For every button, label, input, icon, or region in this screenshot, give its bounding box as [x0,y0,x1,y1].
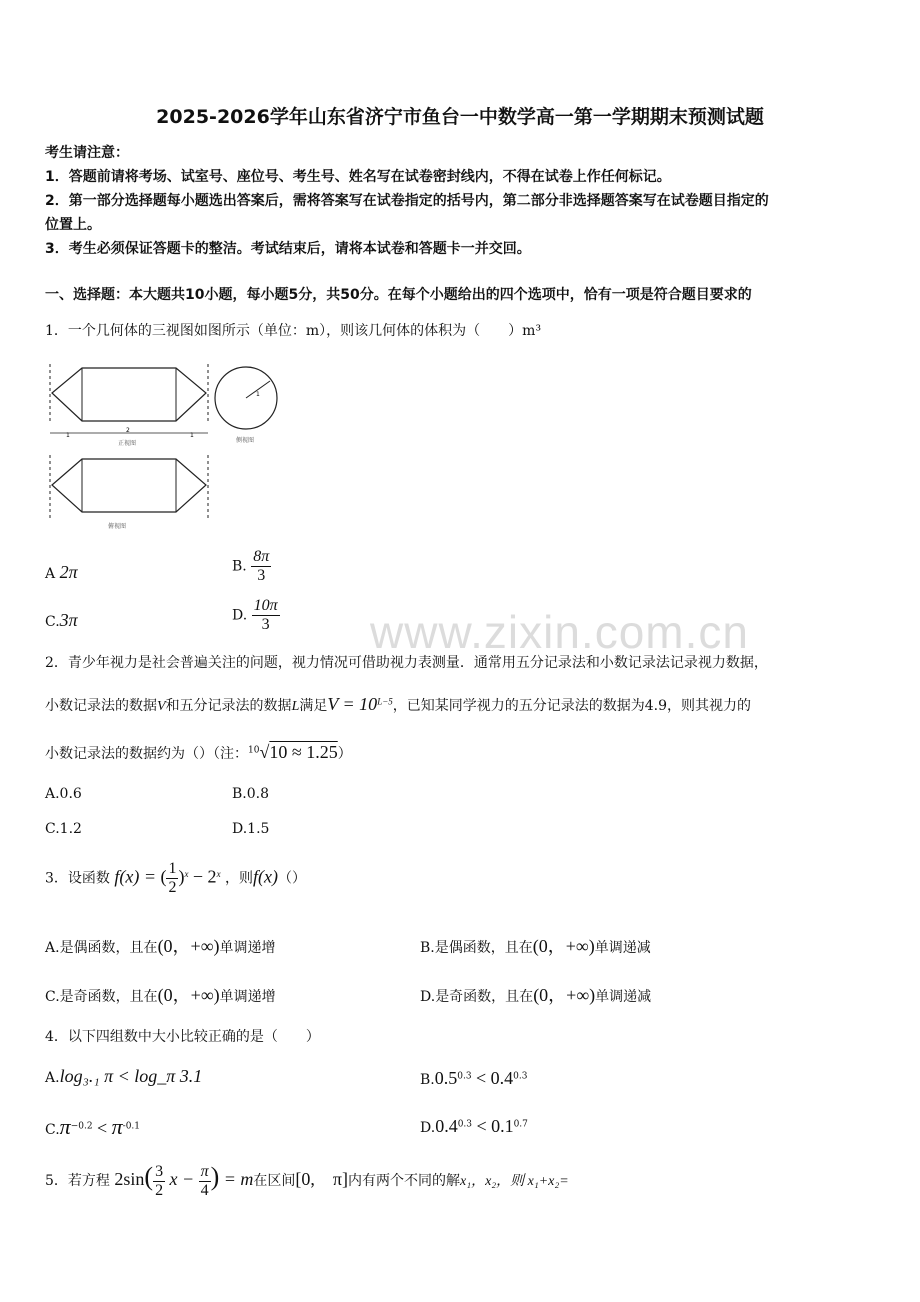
notice-item: 3．考生必须保证答题卡的整洁。考试结束后，请将本试卷和答题卡一并交回。 [45,241,531,257]
q2-option-a[interactable]: A.0.6 [45,786,82,802]
three-view-figure [40,362,290,532]
q2-option-b[interactable]: B.0.8 [232,786,270,802]
radius-label: 1 [256,391,260,398]
notice-item: 位置上。 [45,217,101,233]
q4-option-d[interactable]: $D.0.4^{0.3} < 0.1^{0.7}$ [420,1116,528,1136]
page-title: 2025-2026学年山东省济宁市鱼台一中数学高一第一学期期末预测试题 [156,106,764,128]
q4-option-c[interactable]: $C.\pi^{-0.2} < \pi^{-0.1}$ [45,1114,141,1139]
question-1-text: 1．一个几何体的三视图如图所示（单位：m），则该几何体的体积为（ ）m³ [45,323,542,339]
q2-option-d[interactable]: D.1.5 [232,821,270,837]
dim-label: 1 [66,432,70,439]
q1-option-a[interactable]: A 2π [45,562,78,582]
q1-option-b[interactable]: B. $\frac{8\pi}{3}$ [232,548,270,584]
q3-option-d[interactable]: D.是奇函数，且在(0，+∞)单调递减 [420,985,652,1005]
question-2-line1: 2．青少年视力是社会普遍关注的问题，视力情况可借助视力表测量．通常用五分记录法和小数记录法记录视力数据， [45,655,768,671]
question-5-text: 5．若方程 2sin( $\frac{3}{2}$ x − $\frac{\pi}{4}$ ) = m在区间[0, π]内有两个不同的解x₁，x₂，则 x₁+x₂= [45,1162,569,1199]
q4-option-a[interactable]: A.log₃.₁ π < log_π 3.1 [45,1066,203,1086]
watermark: www.zixin.com.cn [370,606,749,658]
q2-option-c[interactable]: C.1.2 [45,821,82,837]
front-view-label: 正视图 [118,440,137,447]
q3-option-c[interactable]: C.是奇函数，且在(0，+∞)单调递增 [45,985,276,1005]
q1-option-c[interactable]: C.3π [45,610,78,630]
q4-option-b[interactable]: $B.0.5^{0.3} < 0.4^{0.3}$ [420,1068,528,1088]
top-view-label: 俯视图 [108,523,127,530]
question-4-text: 4．以下四组数中大小比较正确的是（ ） [45,1029,320,1045]
side-view-label: 侧视图 [236,437,255,444]
notice-item: 2．第一部分选择题每小题选出答案后，需将答案写在试卷指定的括号内，第二部分非选择题答案写在试卷题目指定的 [45,193,769,209]
q3-option-b[interactable]: B.是偶函数，且在(0，+∞)单调递减 [420,936,651,956]
section-heading: 一、选择题：本大题共10小题，每小题5分，共50分。在每个小题给出的四个选项中，恰有一项是符合题目要求的 [45,287,752,303]
question-2-line3: 小数记录法的数据约为（）（注：$^{10}$√10 ≈ 1.25） [45,742,352,762]
dim-label: 1 [190,432,194,439]
dim-label: 2 [126,427,130,434]
front-view-shape [52,368,206,421]
question-3-text: 3．设函数 f(x) = ( $\frac{1}{2}$ )$^x - 2^x$ ，则f(x)（） [45,860,306,896]
q1-option-d[interactable]: D. $\frac{10\pi}{3}$ [232,597,278,633]
question-2-line2: 小数记录法的数据V和五分记录法的数据L满足$V = 10^{L-5}$，已知某同学视力的五分记录法的数据为4.9，则其视力的 [45,694,752,714]
top-view-shape [52,459,206,512]
notice-heading: 考生请注意： [45,145,129,161]
notice-item: 1．答题前请将考场、试室号、座位号、考生号、姓名写在试卷密封线内，不得在试卷上作任何标记。 [45,169,671,185]
q3-option-a[interactable]: A.是偶函数，且在(0，+∞)单调递增 [45,936,276,956]
